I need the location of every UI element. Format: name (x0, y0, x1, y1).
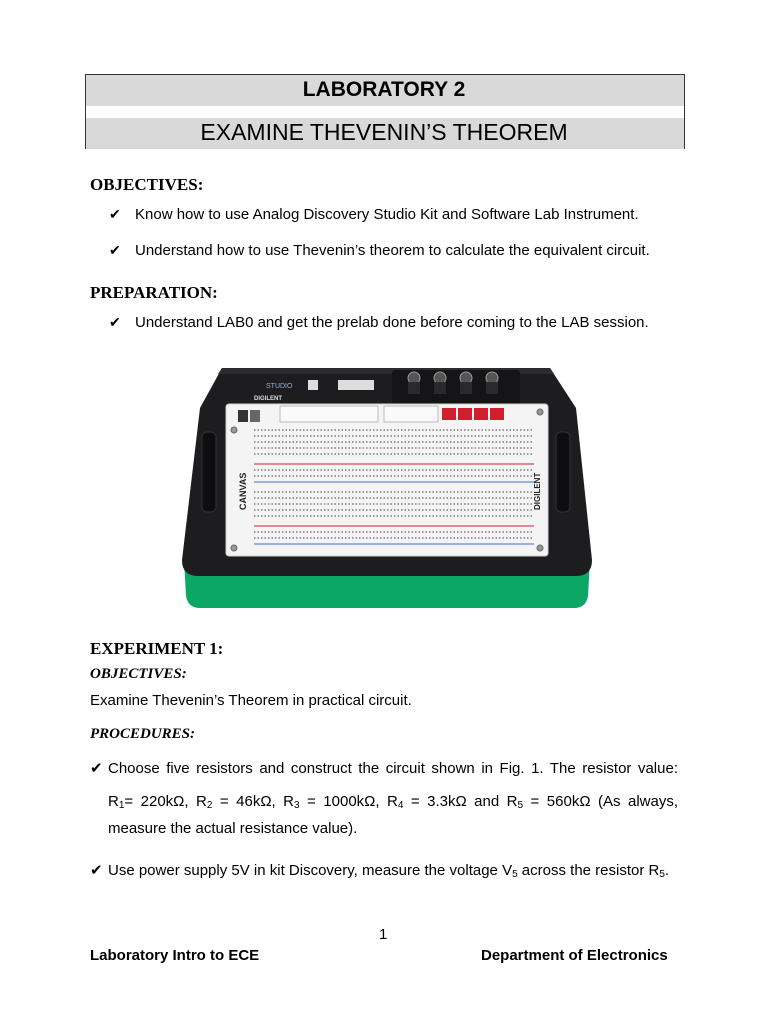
studio-label: STUDIO (266, 383, 293, 390)
preparation-text: Understand LAB0 and get the prelab done before coming to the LAB session. (135, 314, 649, 331)
procedure-step-2 (90, 857, 678, 884)
objective-item (109, 242, 650, 259)
canvas-label: CANVAS (238, 472, 248, 510)
title-divider (86, 106, 684, 118)
footer-right: Department of Electronics (481, 947, 668, 964)
procedure-step-1-line-2: $R_1= 220k\Omega$, $R_2 = 46k\Omega$, $R_3 = 1000k\Omega$, $R_4 = 3.3k\Omega$ and $R_5 = 560k\Omega$ (As always, (108, 793, 678, 811)
digilent-logo: DIGILENT (254, 396, 282, 402)
procedure-step-2-text: Use power supply 5V in kit Discovery, measure the voltage $V_5$ across the resistor $R_5$. (108, 862, 670, 880)
objective-item (109, 206, 639, 223)
procedures-heading: PROCEDURES: (90, 726, 196, 742)
check-icon: ✔ (109, 242, 121, 258)
experiment-heading: EXPERIMENT 1: (90, 639, 224, 658)
preparation-heading: PREPARATION: (90, 283, 218, 302)
objective-text: Understand how to use Thevenin’s theorem to calculate the equivalent circuit. (135, 242, 650, 259)
page-number: 1 (379, 926, 388, 943)
lab-title: LABORATORY 2 (302, 78, 466, 101)
experiment-objective-text: Examine Thevenin’s Theorem in practical circuit. (90, 692, 412, 709)
objective-text: Know how to use Analog Discovery Studio Kit and Software Lab Instrument. (135, 206, 639, 223)
check-icon: ✔ (109, 314, 121, 330)
experiment-objectives-heading: OBJECTIVES: (90, 666, 187, 682)
procedure-step-1-line-3: measure the actual resistance value). (108, 820, 358, 837)
procedure-step-1-line-1: Choose five resistors and construct the circuit shown in Fig. 1. The resistor value: (108, 760, 678, 777)
check-icon: ✔ (109, 206, 121, 222)
objectives-heading: OBJECTIVES: (90, 175, 204, 194)
analog-discovery-studio-image (178, 360, 596, 612)
check-icon: ✔ (90, 862, 103, 879)
check-icon: ✔ (90, 760, 103, 777)
footer-left: Laboratory Intro to ECE (90, 947, 260, 964)
lab-subtitle: EXAMINE THEVENIN’S THEOREM (200, 119, 568, 145)
breadboard (226, 404, 548, 556)
side-digilent-logo: DIGILENT (533, 472, 542, 510)
preparation-item (109, 314, 649, 331)
procedure-step-1 (90, 755, 678, 842)
